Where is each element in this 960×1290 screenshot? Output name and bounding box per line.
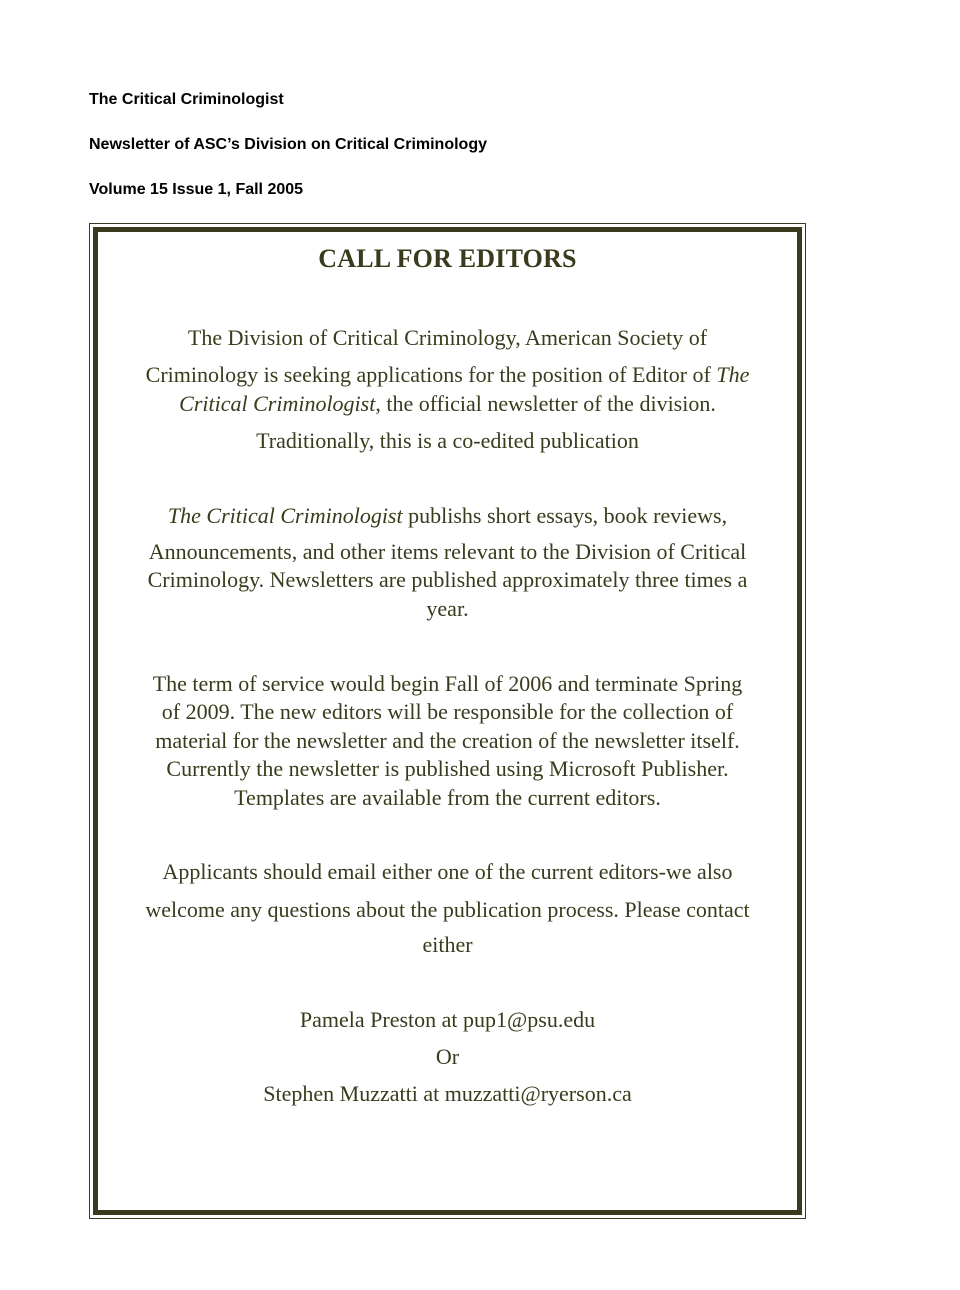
para3-line1: The term of service would begin Fall of 2006 and terminate Spring xyxy=(152,671,743,696)
publication-name: Critical Criminologist xyxy=(179,391,376,416)
issue-info: Volume 15 Issue 1, Fall 2005 xyxy=(89,181,304,198)
para3-line3: material for the newsletter and the creation of the newsletter itself. xyxy=(155,728,740,753)
para4-line1: Applicants should email either one of the current editors-we also xyxy=(162,859,733,884)
para2-line2: Announcements, and other items relevant to the Division of Critical xyxy=(148,539,747,564)
para3-line5: Templates are available from the current editors. xyxy=(234,785,661,810)
para2-line4: year. xyxy=(426,596,469,621)
para1-line2: Criminology is seeking applications for the position of Editor of The xyxy=(145,362,750,387)
para1-line1: The Division of Critical Criminology, American Society of xyxy=(187,325,708,350)
para2-line3: Criminology. Newsletters are published approximately three times a xyxy=(147,567,748,592)
publication-name: The Critical Criminologist xyxy=(167,503,403,528)
contact-or: Or xyxy=(435,1044,460,1069)
para1-line4: Traditionally, this is a co-edited publication xyxy=(256,428,639,453)
contact-muzzatti[interactable]: Stephen Muzzatti at muzzatti@ryerson.ca xyxy=(263,1081,632,1106)
para4-line3: either xyxy=(422,932,473,957)
para3-line2: of 2009. The new editors will be responsible for the collection of xyxy=(161,699,734,724)
call-for-editors-border xyxy=(93,227,802,1215)
para4-line2: welcome any questions about the publication process. Please contact xyxy=(145,897,750,922)
para3-line4: Currently the newsletter is published using Microsoft Publisher. xyxy=(166,756,729,781)
para1-line3: Critical Criminologist, the official newsletter of the division. xyxy=(179,391,716,416)
call-for-editors-box xyxy=(89,223,806,1219)
publication-name: The xyxy=(716,362,750,387)
para2-line1: The Critical Criminologist publishs short essays, book reviews, xyxy=(167,503,728,528)
call-for-editors-content xyxy=(98,232,797,1210)
contact-preston[interactable]: Pamela Preston at pup1@psu.edu xyxy=(299,1007,596,1032)
call-for-editors-heading: CALL FOR EDITORS xyxy=(318,244,577,273)
newsletter-title: The Critical Criminologist xyxy=(89,91,284,108)
newsletter-subtitle: Newsletter of ASC’s Division on Critical Criminology xyxy=(89,136,487,153)
